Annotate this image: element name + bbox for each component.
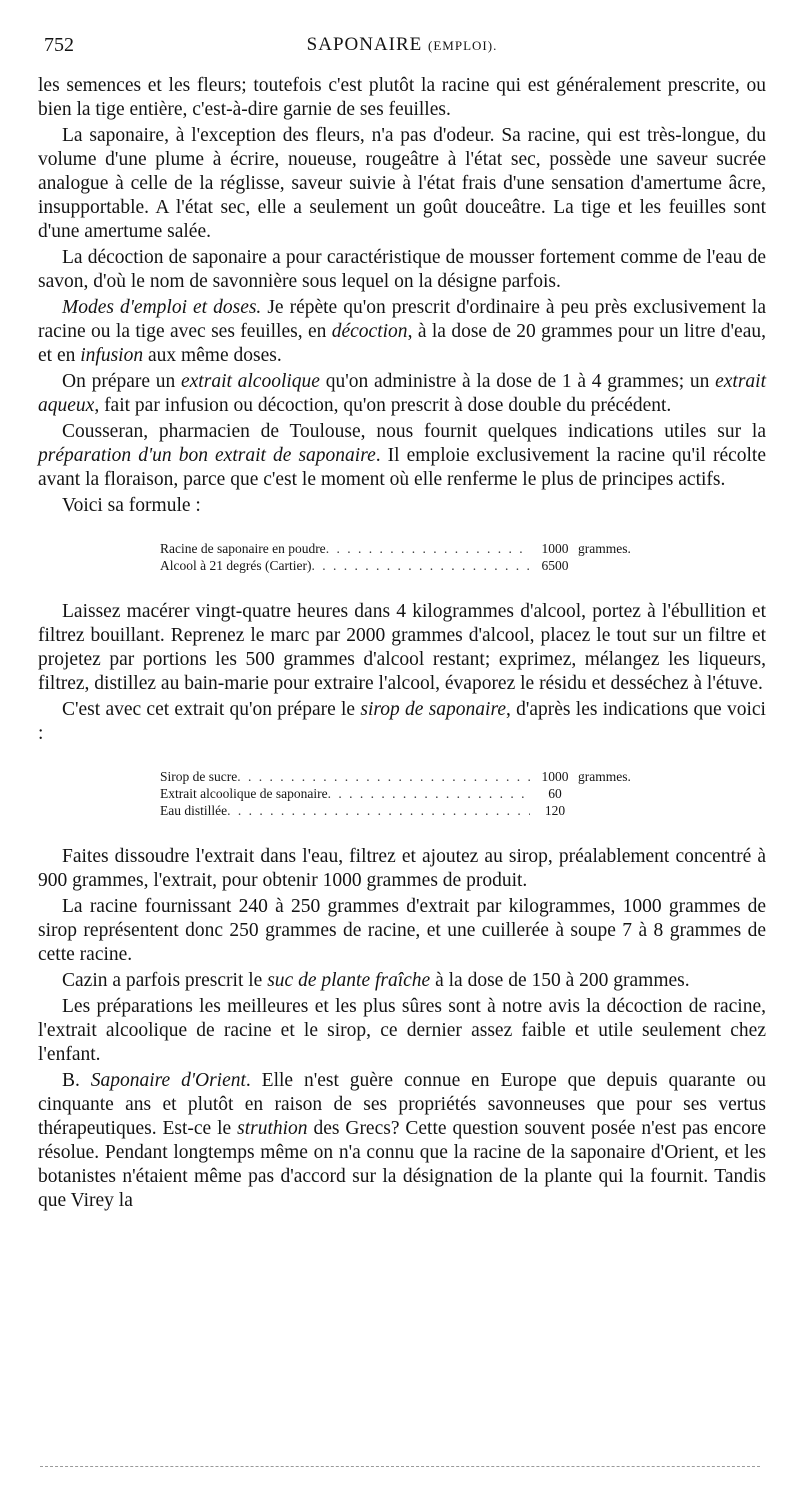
ingredient-label: Alcool à 21 degrés (Cartier) [160, 558, 312, 573]
ingredient-quantity: 120 [544, 803, 566, 818]
formula-row [160, 785, 650, 802]
footer-rule [40, 1466, 760, 1467]
italic-run: Saponaire d'Orient [90, 1070, 246, 1091]
page-number: 752 [44, 34, 74, 56]
ingredient-label: Eau distillée [160, 803, 228, 818]
leader-dots [237, 768, 530, 785]
text-run: à la dose de 150 à 200 grammes. [430, 970, 690, 991]
italic-run: préparation d'un bon extrait de saponaire [38, 445, 376, 466]
paragraph [38, 1069, 766, 1213]
text-run: Je répète qu'on prescrit d'ordinaire à peu près exclusivement la racine ou la tige avec ses feuilles, en [38, 297, 766, 342]
italic-run: Modes d'emploi et doses. [62, 297, 262, 318]
body-text [38, 74, 766, 1215]
ingredient-quantity: 6500 [541, 558, 569, 573]
italic-run: infusion [80, 345, 144, 366]
italic-run: suc de plante fraîche [267, 970, 431, 991]
text-run: Cousseran, pharmacien de Toulouse, nous fournit quelques indications utiles sur la [62, 421, 766, 442]
italic-run: extrait aqueux [38, 371, 766, 416]
paragraph: Faites dissoudre l'extrait dans l'eau, filtrez et ajoutez au sirop, préalablement concentré à 900 grammes, l'extrait, pour obtenir 1000 grammes de produit. [38, 846, 766, 891]
ingredient-label: Sirop de sucre [160, 769, 238, 784]
ingredient-quantity: 60 [548, 786, 562, 801]
ingredient-quantity: 1000 [541, 769, 569, 784]
text-run: , fait par infusion ou décoction, qu'on prescrit à dose double du précédent. [94, 395, 672, 416]
text-run: C'est avec cet extrait qu'on prépare le [62, 699, 361, 720]
ingredient-label: Extrait alcoolique de saponaire [160, 786, 328, 801]
text-run: des Grecs? Cette question souvent posée n'est pas encore résolue. Pendant longtemps même on n'a connu que la racine de la saponaire d'Orient, et les botanistes n'étaient même pas d'accord sur la désignation de la plante qui la fournit. Tandis que Virey la [38, 1118, 767, 1211]
formula-syrup [160, 768, 650, 819]
text-run: , à la dose de 20 grammes pour un litre d'eau, et en [38, 321, 766, 366]
paragraph [38, 370, 766, 418]
formula-row [160, 557, 650, 574]
running-head-title: SAPONAIRE [306, 34, 423, 55]
paragraph: Les préparations les meilleures et les plus sûres sont à notre avis la décoction de racine, l'extrait alcoolique de racine et le sirop, ce dernier assez faible et utile seulement chez l'enfant. [38, 996, 766, 1065]
paragraph: les semences et les fleurs; toutefois c'est plutôt la racine qui est généralement prescrite, ou bien la tige entière, c'est-à-dire garnie de ses feuilles. [38, 75, 766, 120]
ingredient-unit: grammes. [578, 769, 631, 784]
text-run: On prépare un [62, 371, 181, 392]
formula-row [160, 540, 650, 557]
ingredient-quantity: 1000 [541, 541, 569, 556]
text-run: , d'après les indications que voici : [38, 699, 766, 744]
formula-extract [160, 540, 650, 574]
formula-row [160, 802, 650, 819]
text-run: Cazin a parfois prescrit le [62, 970, 268, 991]
page-header [40, 34, 764, 60]
ingredient-unit: grammes. [578, 541, 631, 556]
formula-row [160, 768, 650, 785]
paragraph: La décoction de saponaire a pour caractéristique de mousser fortement comme de l'eau de savon, d'où le nom de savonnière sous lequel on la désigne parfois. [38, 247, 766, 292]
leader-dots [326, 540, 530, 557]
paragraph [38, 969, 766, 993]
italic-run: struthion [237, 1118, 308, 1139]
paragraph: La saponaire, à l'exception des fleurs, n'a pas d'odeur. Sa racine, qui est très-longue, du volume d'une plume à écrire, noueuse, rougeâtre à l'état sec, possède une saveur sucrée analogue à celle de la réglisse, saveur suivie à l'état frais d'une sensation d'amertume âcre, insupportable. A l'état sec, elle a seulement un goût douceâtre. La tige et les feuilles sont d'une amertume salée. [38, 125, 766, 242]
paragraph: Laissez macérer vingt-quatre heures dans 4 kilogrammes d'alcool, portez à l'ébullition et filtrez bouillant. Reprenez le marc par 2000 grammes d'alcool, placez le tout sur un filtre et projetez par portions les 500 grammes d'alcool restant; exprimez, mélangez les liqueurs, filtrez, distillez au bain-marie pour extraire l'alcool, évaporez le résidu et desséchez à l'étuve. [38, 601, 766, 694]
text-run: . Il emploie exclusivement la racine qu'il récolte avant la floraison, parce que c'est le moment où elle renferme le plus de principes actifs. [38, 445, 766, 490]
paragraph [38, 420, 766, 492]
paragraph [38, 698, 766, 746]
running-head [40, 34, 764, 56]
paragraph [38, 296, 766, 368]
leader-dots [227, 802, 530, 819]
leader-dots [328, 785, 530, 802]
text-run: B. [62, 1070, 91, 1091]
italic-run: extrait alcoolique [181, 371, 320, 392]
text-run: aux même doses. [143, 345, 282, 366]
paragraph: Voici sa formule : [62, 495, 201, 516]
italic-run: décoction [331, 321, 408, 342]
italic-run: sirop de saponaire [360, 699, 506, 720]
leader-dots [311, 557, 530, 574]
ingredient-label: Racine de saponaire en poudre [160, 541, 326, 556]
paragraph: La racine fournissant 240 à 250 grammes d'extrait par kilogrammes, 1000 grammes de sirop représentent donc 250 grammes de racine, et une cuillerée à soupe 7 à 8 grammes de cette racine. [38, 896, 766, 965]
text-run: . Elle n'est guère connue en Europe que depuis quarante ou cinquante ans et plutôt en raison de ses propriétés savonneuses que pour ses vertus thérapeutiques. Est-ce le [38, 1070, 766, 1139]
running-head-subtitle: (EMPLOI). [428, 38, 498, 53]
text-run: qu'on administre à la dose de 1 à 4 grammes; un [319, 371, 716, 392]
